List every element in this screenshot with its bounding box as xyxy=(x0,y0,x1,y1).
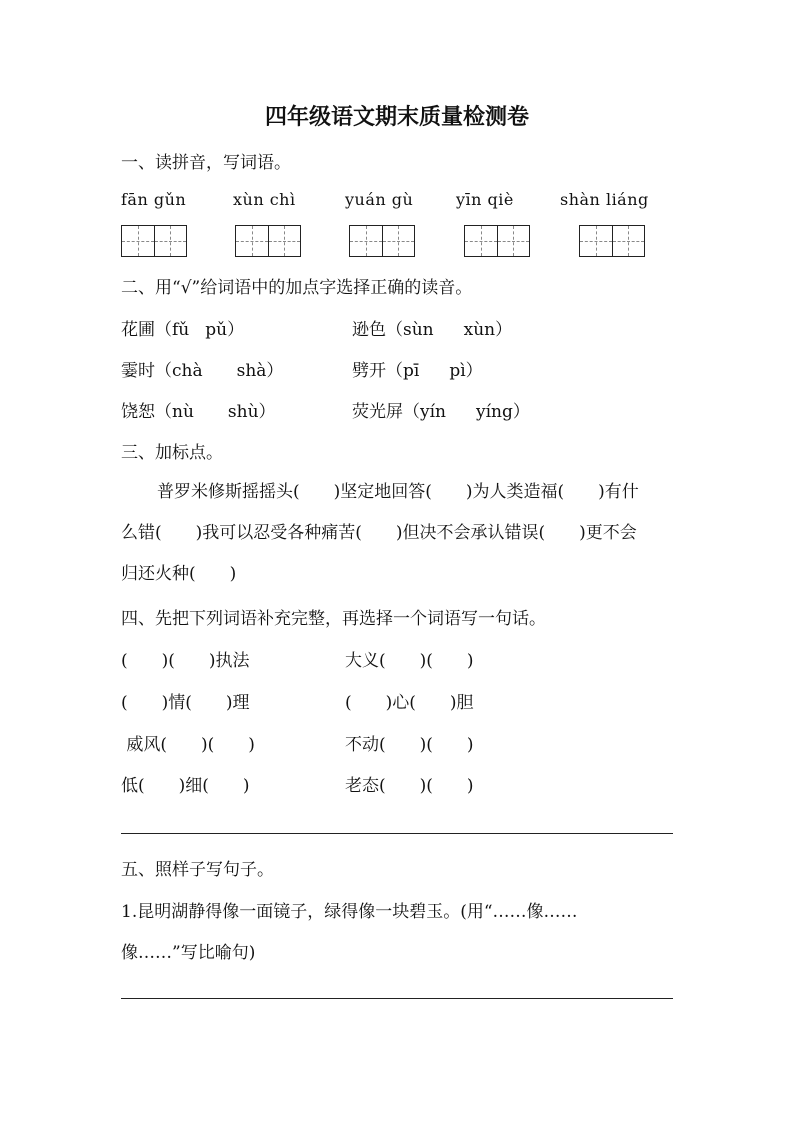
pinyin-5: shàn liáng xyxy=(560,190,649,209)
writing-grid-3[interactable] xyxy=(349,225,415,257)
passage-line-1: 普罗米修斯摇摇头( )坚定地回答( )为人类造福( )有什 xyxy=(157,482,639,502)
question-5-1-line-2: 像……”写比喻句) xyxy=(121,943,256,963)
idiom-7: 低( )细( ) xyxy=(121,776,250,796)
writing-grid-4[interactable] xyxy=(464,225,530,257)
section-2-heading: 二、用“√”给词语中的加点字选择正确的读音。 xyxy=(121,278,473,298)
writing-grid-5[interactable] xyxy=(579,225,645,257)
section-4-heading: 四、先把下列词语补充完整，再选择一个词语写一句话。 xyxy=(121,609,546,629)
passage-line-2: 么错( )我可以忍受各种痛苦( )但决不会承认错误( )更不会 xyxy=(121,523,637,543)
reading-item-3: 霎时（chà shà） xyxy=(121,361,284,381)
idiom-3: ( )情( )理 xyxy=(121,693,250,713)
section-3-heading: 三、加标点。 xyxy=(121,443,223,463)
question-5-1-line-1: 1.昆明湖静得像一面镜子，绿得像一块碧玉。(用“……像…… xyxy=(121,902,578,922)
section-1-heading: 一、读拼音，写词语。 xyxy=(121,153,291,173)
idiom-5: 威风( )( ) xyxy=(121,735,255,755)
reading-item-2: 逊色（sùn xùn） xyxy=(352,320,513,340)
idiom-6: 不动( )( ) xyxy=(345,735,474,755)
passage-line-3: 归还火种( ) xyxy=(121,564,237,584)
section-5-heading: 五、照样子写句子。 xyxy=(121,860,274,880)
reading-item-6: 荧光屏（yín yíng） xyxy=(352,402,530,422)
writing-grid-2[interactable] xyxy=(235,225,301,257)
writing-grid-1[interactable] xyxy=(121,225,187,257)
pinyin-3: yuán gù xyxy=(345,190,414,209)
idiom-2: 大义( )( ) xyxy=(345,651,474,671)
pinyin-4: yīn qiè xyxy=(456,190,514,209)
answer-line-2[interactable] xyxy=(121,998,673,999)
answer-line-1[interactable] xyxy=(121,833,673,834)
idiom-1: ( )( )执法 xyxy=(121,651,250,671)
reading-item-4: 劈开（pī pì） xyxy=(352,361,483,381)
reading-item-5: 饶恕（nù shù） xyxy=(121,402,276,422)
pinyin-2: xùn chì xyxy=(233,190,296,209)
idiom-8: 老态( )( ) xyxy=(345,776,474,796)
punctuation-passage xyxy=(121,472,677,595)
pinyin-1: fān gǔn xyxy=(121,190,187,209)
idiom-4: ( )心( )胆 xyxy=(345,693,474,713)
page-title: 四年级语文期末质量检测卷 xyxy=(264,104,529,130)
reading-item-1: 花圃（fǔ pǔ） xyxy=(121,320,245,340)
